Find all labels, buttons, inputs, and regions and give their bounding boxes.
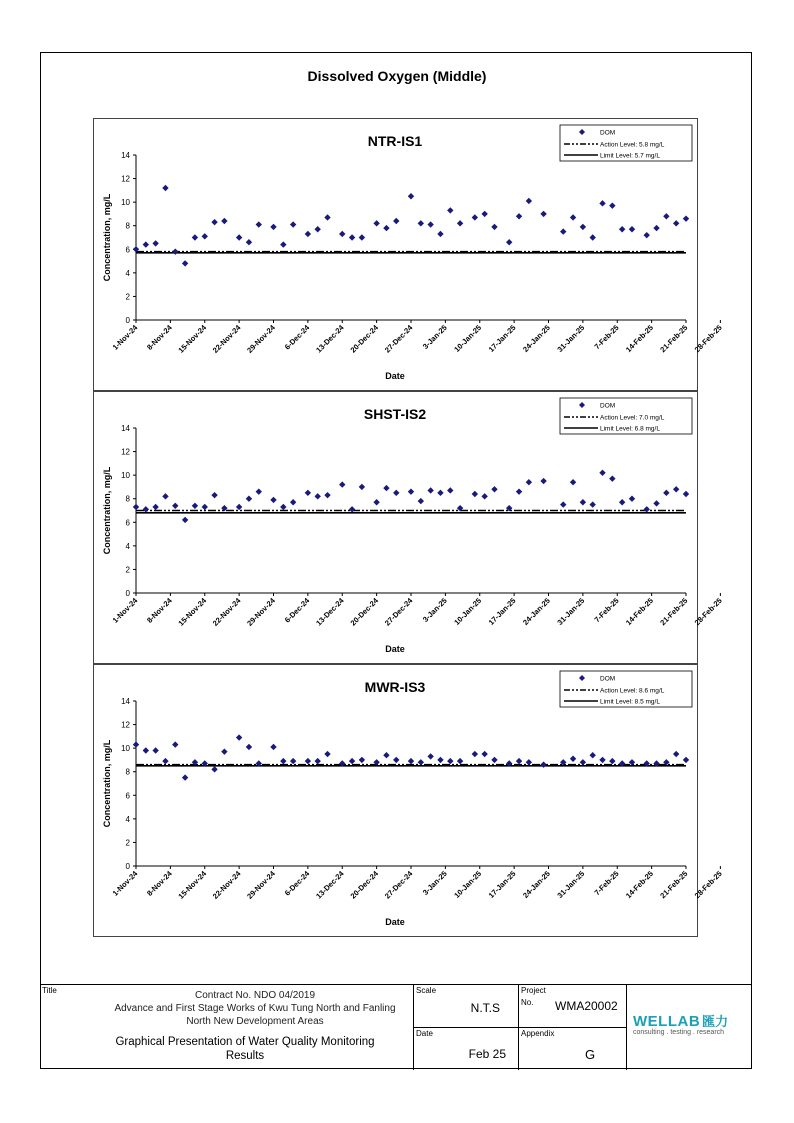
- data-point: [236, 504, 242, 510]
- x-tick-label: 22-Nov-24: [210, 596, 243, 628]
- data-point: [221, 748, 227, 754]
- x-axis-title: Date: [385, 371, 405, 381]
- data-point: [393, 757, 399, 763]
- chart-panel-shst-is2: [93, 391, 724, 664]
- x-tick-label: 8-Nov-24: [145, 869, 174, 898]
- data-point: [172, 503, 178, 509]
- legend-label-action: Action Level: 8.6 mg/L: [600, 687, 665, 695]
- data-point: [211, 492, 217, 498]
- data-point: [427, 221, 433, 227]
- x-tick-label: 22-Nov-24: [210, 869, 243, 901]
- data-point: [383, 752, 389, 758]
- title-block: [40, 984, 752, 1069]
- data-point: [629, 226, 635, 232]
- x-tick-label: 13-Dec-24: [314, 323, 346, 355]
- wellab-logo: [633, 1011, 728, 1031]
- y-tick-label: 6: [125, 518, 130, 528]
- y-tick-label: 12: [121, 720, 130, 730]
- chart-title: MWR-IS3: [364, 679, 426, 695]
- x-tick-label: 17-Jan-25: [486, 869, 518, 900]
- y-axis-title: Concentration, mg/L: [102, 466, 112, 555]
- data-point: [280, 758, 286, 764]
- x-tick-label: 7-Feb-25: [592, 596, 621, 625]
- x-tick-label: 10-Jan-25: [452, 596, 484, 627]
- y-tick-label: 6: [125, 245, 130, 255]
- x-tick-label: 29-Nov-24: [245, 869, 277, 901]
- x-tick-label: 29-Nov-24: [245, 323, 277, 355]
- data-point: [683, 757, 689, 763]
- data-point: [589, 234, 595, 240]
- data-point: [653, 225, 659, 231]
- contract-name-line2: North New Development Areas: [186, 1016, 324, 1027]
- x-tick-label: 7-Feb-25: [592, 323, 621, 352]
- y-tick-label: 12: [121, 447, 130, 457]
- data-point: [457, 220, 463, 226]
- data-point: [683, 491, 689, 497]
- chart-title: SHST-IS2: [363, 406, 427, 422]
- data-point: [580, 499, 586, 505]
- appendix-value: G: [585, 1047, 596, 1062]
- data-point: [653, 500, 659, 506]
- drawing-title: [80, 1035, 410, 1063]
- data-point: [236, 734, 242, 740]
- x-tick-label: 15-Nov-24: [176, 596, 209, 628]
- x-tick-label: 13-Dec-24: [314, 869, 346, 901]
- x-tick-label: 15-Nov-24: [176, 323, 209, 355]
- y-tick-label: 10: [121, 471, 130, 481]
- x-tick-label: 3-Jan-25: [420, 323, 449, 351]
- x-tick-label: 31-Jan-25: [555, 869, 587, 900]
- y-tick-label: 4: [125, 268, 130, 278]
- data-point: [619, 499, 625, 505]
- title-cell: [40, 985, 414, 1070]
- x-tick-label: 24-Jan-25: [521, 869, 552, 900]
- data-point: [526, 759, 532, 765]
- y-tick-label: 4: [125, 814, 130, 824]
- x-tick-label: 15-Nov-24: [176, 869, 209, 901]
- data-point: [211, 766, 217, 772]
- x-tick-label: 6-Dec-24: [282, 323, 312, 352]
- data-point: [305, 758, 311, 764]
- data-point: [673, 220, 679, 226]
- drawing-title-line1: Graphical Presentation of Water Quality Monitoring: [115, 1036, 375, 1048]
- appendix-cell: [519, 1028, 627, 1070]
- legend-label-dom: DOM: [600, 129, 616, 137]
- project-label: Project: [521, 986, 546, 995]
- legend-label-action: Action Level: 5.8 mg/L: [600, 141, 665, 149]
- x-tick-label: 31-Jan-25: [555, 596, 587, 627]
- data-point: [349, 234, 355, 240]
- y-tick-label: 2: [125, 565, 130, 575]
- data-point: [182, 260, 188, 266]
- data-point: [393, 490, 399, 496]
- data-point: [540, 761, 546, 767]
- logo-wordmark: WELLAB: [633, 1013, 701, 1030]
- data-point: [192, 503, 198, 509]
- y-tick-label: 2: [125, 838, 130, 848]
- chart-panel-ntr-is1: [93, 118, 724, 391]
- x-tick-label: 24-Jan-25: [521, 323, 552, 354]
- x-tick-label: 24-Jan-25: [521, 596, 552, 627]
- data-point: [427, 753, 433, 759]
- data-point: [246, 496, 252, 502]
- title-label: Title: [42, 986, 57, 995]
- project-no-label: No.: [521, 998, 534, 1007]
- data-point: [349, 506, 355, 512]
- data-point: [236, 234, 242, 240]
- data-point: [393, 218, 399, 224]
- date-cell: [414, 1028, 519, 1070]
- data-point: [599, 200, 605, 206]
- legend-label-limit: Limit Level: 6.8 mg/L: [600, 425, 660, 433]
- data-point: [619, 226, 625, 232]
- x-tick-label: 1-Nov-24: [110, 869, 140, 898]
- data-point: [256, 221, 262, 227]
- data-point: [314, 226, 320, 232]
- data-point: [339, 231, 345, 237]
- scale-cell: [414, 985, 519, 1028]
- data-point: [143, 241, 149, 247]
- page-title: Dissolved Oxygen (Middle): [307, 68, 487, 84]
- chart-shst-is2: [94, 392, 724, 663]
- legend-label-limit: Limit Level: 5.7 mg/L: [600, 152, 660, 160]
- x-tick-label: 14-Feb-25: [623, 323, 656, 355]
- data-point: [373, 220, 379, 226]
- data-point: [560, 228, 566, 234]
- x-tick-label: 28-Feb-25: [692, 596, 724, 628]
- data-point: [133, 504, 139, 510]
- data-point: [540, 211, 546, 217]
- data-point: [506, 239, 512, 245]
- data-point: [589, 501, 595, 507]
- y-tick-label: 10: [121, 744, 130, 754]
- legend-label-action: Action Level: 7.0 mg/L: [600, 414, 665, 422]
- data-point: [408, 193, 414, 199]
- x-tick-label: 6-Dec-24: [282, 869, 312, 898]
- data-point: [349, 758, 355, 764]
- data-point: [570, 756, 576, 762]
- data-point: [644, 506, 650, 512]
- data-point: [305, 490, 311, 496]
- data-point: [516, 758, 522, 764]
- data-point: [202, 504, 208, 510]
- data-point: [152, 504, 158, 510]
- data-point: [472, 491, 478, 497]
- contract-name-line1: Advance and First Stage Works of Kwu Tung North and Fanling: [114, 1003, 396, 1014]
- data-point: [152, 240, 158, 246]
- x-axis-title: Date: [385, 644, 405, 654]
- data-point: [270, 224, 276, 230]
- data-point: [609, 202, 615, 208]
- data-point: [516, 213, 522, 219]
- data-point: [481, 751, 487, 757]
- data-point: [589, 752, 595, 758]
- data-point: [221, 218, 227, 224]
- contract-number: Contract No. NDO 04/2019: [194, 990, 316, 1001]
- data-point: [324, 214, 330, 220]
- data-point: [290, 499, 296, 505]
- y-tick-label: 0: [125, 862, 130, 871]
- legend-label-dom: DOM: [600, 675, 616, 683]
- data-point: [256, 488, 262, 494]
- data-point: [580, 224, 586, 230]
- data-point: [526, 198, 532, 204]
- data-point: [447, 758, 453, 764]
- data-point: [290, 758, 296, 764]
- x-tick-label: 10-Jan-25: [452, 869, 484, 900]
- data-point: [172, 248, 178, 254]
- x-tick-label: 22-Nov-24: [210, 323, 243, 355]
- data-point: [162, 493, 168, 499]
- x-tick-label: 8-Nov-24: [145, 596, 174, 625]
- data-point: [481, 211, 487, 217]
- scale-value: N.T.S: [470, 1001, 500, 1015]
- data-point: [570, 214, 576, 220]
- x-tick-label: 1-Nov-24: [110, 596, 140, 625]
- x-tick-label: 21-Feb-25: [658, 323, 690, 355]
- x-tick-label: 17-Jan-25: [486, 596, 518, 627]
- x-tick-label: 3-Jan-25: [420, 596, 449, 624]
- x-tick-label: 3-Jan-25: [420, 869, 449, 897]
- project-cell: [519, 985, 627, 1028]
- logo-cjk: 匯力: [702, 1014, 729, 1029]
- x-tick-label: 7-Feb-25: [592, 869, 621, 898]
- x-tick-label: 6-Dec-24: [282, 596, 312, 625]
- x-tick-label: 27-Dec-24: [382, 323, 415, 355]
- data-point: [314, 758, 320, 764]
- y-tick-label: 8: [125, 221, 130, 231]
- data-point: [280, 241, 286, 247]
- y-tick-label: 12: [121, 174, 130, 184]
- data-point: [540, 478, 546, 484]
- data-point: [673, 486, 679, 492]
- x-axis-title: Date: [385, 917, 405, 927]
- data-point: [152, 747, 158, 753]
- data-point: [270, 744, 276, 750]
- data-point: [437, 231, 443, 237]
- data-point: [560, 501, 566, 507]
- x-tick-label: 14-Feb-25: [623, 869, 656, 901]
- data-point: [162, 758, 168, 764]
- data-point: [491, 757, 497, 763]
- x-tick-label: 17-Jan-25: [486, 323, 518, 354]
- data-point: [491, 486, 497, 492]
- y-tick-label: 14: [121, 424, 130, 433]
- x-tick-label: 28-Feb-25: [692, 869, 724, 901]
- x-tick-label: 27-Dec-24: [382, 869, 415, 901]
- x-tick-label: 14-Feb-25: [623, 596, 656, 628]
- data-point: [162, 185, 168, 191]
- logo-tagline: consulting . testing . research: [633, 1029, 725, 1036]
- y-tick-label: 4: [125, 541, 130, 551]
- data-point: [133, 741, 139, 747]
- logo-cell: [627, 985, 752, 1070]
- x-tick-label: 10-Jan-25: [452, 323, 484, 354]
- legend-label-limit: Limit Level: 8.5 mg/L: [600, 698, 660, 706]
- y-tick-label: 0: [125, 316, 130, 325]
- x-tick-label: 8-Nov-24: [145, 323, 174, 352]
- data-point: [599, 757, 605, 763]
- project-number: WMA20002: [555, 999, 618, 1013]
- data-point: [305, 231, 311, 237]
- chart-title: NTR-IS1: [367, 133, 423, 149]
- chart-mwr-is3: [94, 665, 724, 936]
- data-point: [437, 490, 443, 496]
- legend-label-dom: DOM: [600, 402, 616, 410]
- data-point: [673, 751, 679, 757]
- appendix-label: Appendix: [521, 1029, 555, 1038]
- y-tick-label: 10: [121, 198, 130, 208]
- data-point: [570, 479, 576, 485]
- data-point: [408, 488, 414, 494]
- x-tick-label: 21-Feb-25: [658, 869, 690, 901]
- chart-panel-mwr-is3: [93, 664, 724, 937]
- date-value: Feb 25: [468, 1047, 506, 1061]
- data-point: [324, 751, 330, 757]
- data-point: [373, 499, 379, 505]
- data-point: [516, 488, 522, 494]
- data-point: [211, 219, 217, 225]
- data-point: [526, 479, 532, 485]
- data-point: [182, 774, 188, 780]
- y-tick-label: 14: [121, 151, 130, 160]
- data-point: [457, 758, 463, 764]
- data-point: [383, 485, 389, 491]
- drawing-title-line2: Results: [225, 1050, 265, 1062]
- data-point: [437, 757, 443, 763]
- data-point: [663, 490, 669, 496]
- data-point: [599, 470, 605, 476]
- data-point: [172, 741, 178, 747]
- x-tick-label: 27-Dec-24: [382, 596, 415, 628]
- data-point: [644, 232, 650, 238]
- data-point: [246, 744, 252, 750]
- data-point: [418, 759, 424, 765]
- x-tick-label: 31-Jan-25: [555, 323, 587, 354]
- y-tick-label: 2: [125, 292, 130, 302]
- data-point: [182, 517, 188, 523]
- contract-description: [60, 989, 450, 1028]
- y-tick-label: 6: [125, 791, 130, 801]
- chart-ntr-is1: [94, 119, 724, 390]
- data-point: [629, 496, 635, 502]
- data-point: [143, 747, 149, 753]
- data-point: [280, 504, 286, 510]
- y-tick-label: 8: [125, 494, 130, 504]
- data-point: [359, 757, 365, 763]
- data-point: [472, 751, 478, 757]
- data-point: [359, 234, 365, 240]
- data-point: [418, 498, 424, 504]
- data-point: [324, 492, 330, 498]
- data-point: [481, 493, 487, 499]
- x-tick-label: 21-Feb-25: [658, 596, 690, 628]
- data-point: [580, 759, 586, 765]
- x-tick-label: 1-Nov-24: [110, 323, 140, 352]
- data-point: [447, 207, 453, 213]
- data-point: [418, 220, 424, 226]
- data-point: [202, 233, 208, 239]
- data-point: [683, 215, 689, 221]
- y-tick-label: 0: [125, 589, 130, 598]
- data-point: [491, 224, 497, 230]
- data-point: [339, 481, 345, 487]
- data-point: [290, 221, 296, 227]
- x-tick-label: 28-Feb-25: [692, 323, 724, 355]
- data-point: [359, 484, 365, 490]
- data-point: [246, 239, 252, 245]
- x-tick-label: 29-Nov-24: [245, 596, 277, 628]
- y-axis-title: Concentration, mg/L: [102, 193, 112, 282]
- x-tick-label: 20-Dec-24: [348, 596, 381, 628]
- y-tick-label: 14: [121, 697, 130, 706]
- data-point: [143, 506, 149, 512]
- y-axis-title: Concentration, mg/L: [102, 739, 112, 828]
- data-point: [609, 475, 615, 481]
- data-point: [427, 487, 433, 493]
- data-point: [609, 758, 615, 764]
- data-point: [663, 213, 669, 219]
- data-point: [314, 493, 320, 499]
- x-tick-label: 13-Dec-24: [314, 596, 346, 628]
- scale-label: Scale: [416, 986, 437, 995]
- data-point: [472, 214, 478, 220]
- y-tick-label: 8: [125, 767, 130, 777]
- data-point: [383, 225, 389, 231]
- x-tick-label: 20-Dec-24: [348, 323, 381, 355]
- data-point: [192, 234, 198, 240]
- data-point: [447, 487, 453, 493]
- data-point: [408, 758, 414, 764]
- data-point: [270, 497, 276, 503]
- date-label: Date: [416, 1029, 433, 1038]
- x-tick-label: 20-Dec-24: [348, 869, 381, 901]
